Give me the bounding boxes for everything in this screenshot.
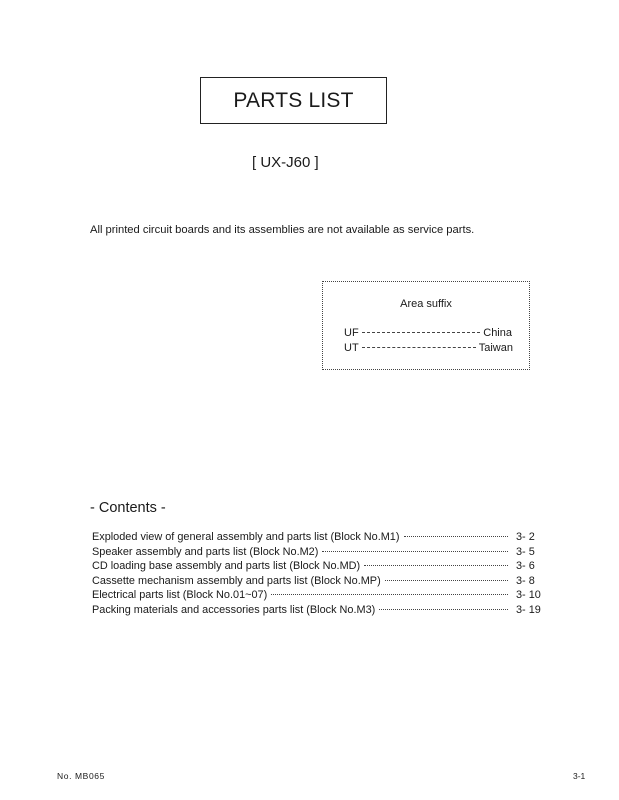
area-suffix-row [344, 342, 513, 354]
suffix-region: Taiwan [478, 342, 513, 354]
toc-label: Exploded view of general assembly and parts list (Block No.M1) [92, 531, 400, 543]
leader-dots [271, 594, 508, 595]
page-number: 3-1 [573, 771, 586, 781]
parts-list-title-box [200, 77, 387, 124]
toc-label: CD loading base assembly and parts list (Block No.MD) [92, 560, 361, 573]
toc-page: 3- 8 [516, 574, 535, 587]
document-number: No. MB065 [57, 771, 105, 781]
model-number: [ UX-J60 ] [252, 154, 319, 171]
toc-label: Speaker assembly and parts list (Block No.M2) [92, 545, 319, 558]
toc-entry [92, 589, 552, 604]
toc-label: Electrical parts list (Block No.01~07) [92, 589, 268, 602]
toc-entry [92, 604, 552, 619]
toc-page: 3- 19 [516, 603, 541, 616]
leader-dots [362, 332, 481, 333]
leader-dots [385, 580, 508, 581]
leader-dots [362, 347, 476, 348]
contents-list [92, 531, 552, 619]
toc-page: 3- 6 [516, 560, 535, 573]
leader-dots [364, 565, 508, 566]
service-notice: All printed circuit boards and its assemblies are not available as service parts. [90, 224, 475, 236]
toc-entry [92, 531, 552, 546]
toc-page: 3- 5 [516, 545, 535, 558]
area-suffix-row [344, 327, 512, 339]
toc-page: 3- 10 [516, 589, 541, 602]
leader-dots [404, 536, 509, 537]
suffix-region: China [483, 327, 512, 339]
area-suffix-title: Area suffix [400, 298, 452, 310]
toc-entry [92, 546, 552, 561]
toc-entry [92, 560, 552, 575]
contents-heading: - Contents - [90, 500, 166, 516]
leader-dots [379, 609, 508, 610]
toc-entry [92, 575, 552, 590]
toc-label: Cassette mechanism assembly and parts list (Block No.MP) [92, 574, 381, 587]
toc-label: Packing materials and accessories parts list (Block No.M3) [92, 603, 376, 616]
leader-dots [322, 551, 508, 552]
page-title: PARTS LIST [233, 88, 354, 112]
suffix-code: UT [344, 342, 359, 354]
area-suffix-box [322, 281, 530, 370]
toc-page: 3- 2 [516, 531, 535, 543]
suffix-code: UF [344, 327, 359, 339]
